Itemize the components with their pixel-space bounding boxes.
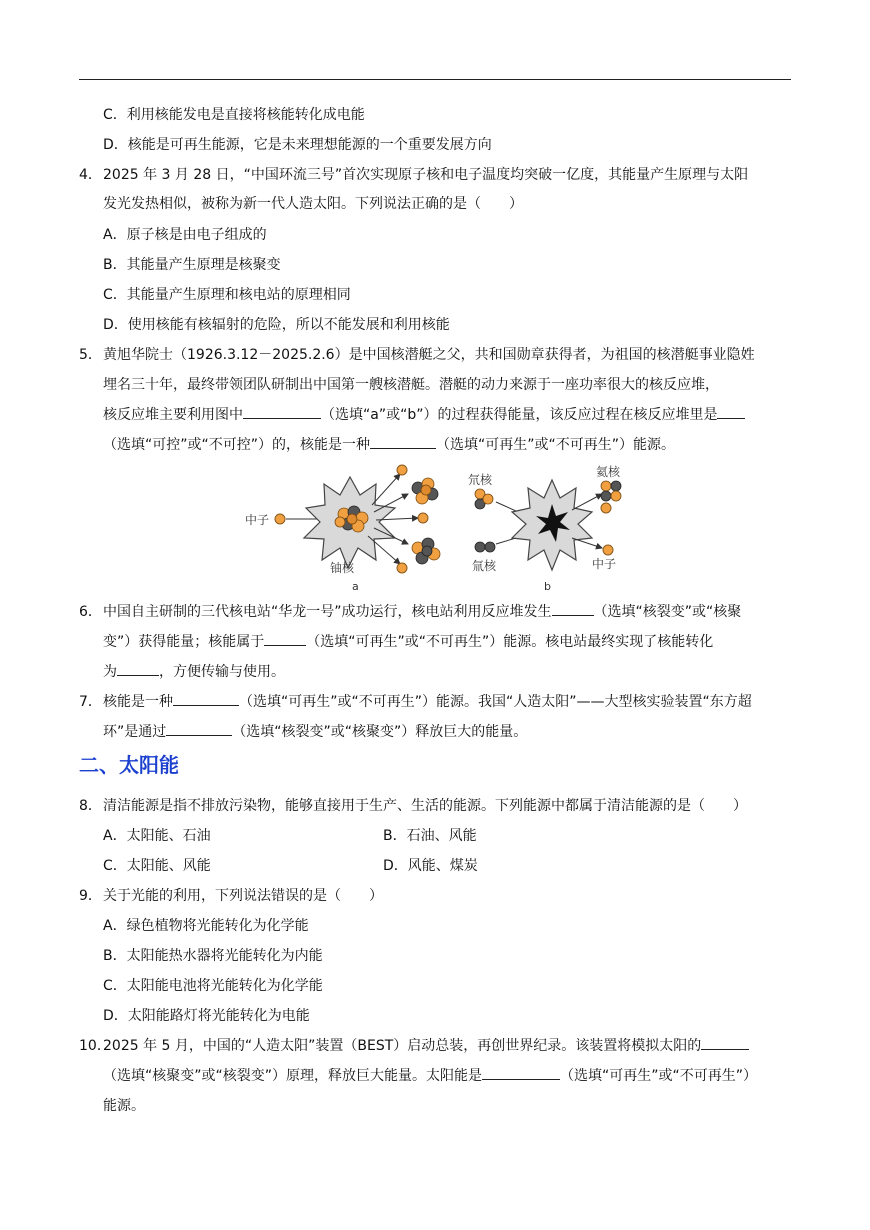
q9-number: 9． [79, 888, 102, 904]
q4-option-b: B．其能量产生原理是核聚变 [103, 257, 281, 273]
q6-line2 [103, 627, 713, 657]
q9-option-a: A．绿色植物将光能转化为化学能 [103, 918, 309, 934]
q3-option-c: C．利用核能发电是直接将核能转化成电能 [103, 107, 365, 123]
section-heading-solar: 二、太阳能 [79, 753, 179, 777]
q10-line2 [103, 1061, 757, 1091]
helium-label: 氦核 [596, 465, 621, 479]
q6-line2-text-a: 变”）获得能量；核能属于 [103, 634, 265, 650]
q9-option-b: B．太阳能热水器将光能转化为内能 [103, 948, 323, 964]
q4-number: 4． [79, 167, 102, 183]
q7-line1 [103, 687, 752, 717]
fusion-diagram-b [468, 464, 621, 593]
q4-option-a: A．原子核是由电子组成的 [103, 227, 267, 243]
q8-number: 8． [79, 798, 102, 814]
header-rule [79, 79, 791, 80]
q8-option-a: A．太阳能、石油 [103, 828, 211, 844]
q10-blank-2[interactable] [482, 1061, 560, 1080]
deuterium-label: 氘核 [468, 473, 493, 487]
q6-line3-text-b: ，方便传输与使用。 [159, 664, 285, 680]
neutron-label-a: 中子 [245, 513, 270, 527]
q7-blank-2[interactable] [166, 717, 232, 736]
q7-line1-text-b: （选填“可再生”或“不可再生”）能源。我国“人造太阳”——大型核实验装置“东方超 [239, 694, 752, 710]
q5-line1: 黄旭华院士（1926.3.12－2025.2.6）是中国核潜艇之父，共和国勋章获得者，为祖国的核潜艇事业隐姓 [103, 347, 755, 363]
figure-label-a: a [352, 580, 359, 593]
q10-line3: 能源。 [103, 1098, 145, 1114]
q4-stem-line1: 2025 年 3 月 28 日，“中国环流三号”首次实现原子核和电子温度均突破一亿度，其能量产生原理与太阳 [103, 167, 749, 183]
q6-line3-text-a: 为 [103, 664, 117, 680]
q8-option-b: B．石油、风能 [383, 828, 477, 844]
q8-stem: 清洁能源是指不排放污染物，能够直接用于生产、生活的能源。下列能源中都属于清洁能源的是（ ） [103, 798, 747, 814]
q6-number: 6． [79, 604, 102, 620]
q9-stem: 关于光能的利用，下列说法错误的是（ ） [103, 888, 383, 904]
q6-blank-1[interactable] [552, 597, 594, 616]
q7-line2-text-a: 环”是通过 [103, 724, 167, 740]
q10-line1-text-a: 2025 年 5 月，中国的“人造太阳”装置（BEST）启动总装，再创世界纪录。该装置将模拟太阳的 [103, 1038, 702, 1054]
tritium-label: 氚核 [472, 559, 497, 573]
q6-line3 [103, 657, 285, 687]
q9-option-d: D．太阳能路灯将光能转化为电能 [103, 1008, 310, 1024]
q5-blank-1[interactable] [243, 400, 321, 419]
q5-blank-3[interactable] [370, 430, 436, 449]
nuclear-reaction-figure [240, 462, 640, 594]
q5-line2: 埋名三十年，最终带领团队研制出中国第一艘核潜艇。潜艇的动力来源于一座功率很大的核反应堆， [103, 377, 719, 393]
q7-line2 [103, 717, 527, 747]
q10-line2-text-a: （选填“核聚变”或“核裂变”）原理，释放巨大能量。太阳能是 [103, 1068, 483, 1084]
q6-line2-text-b: （选填“可再生”或“不可再生”）能源。核电站最终实现了核能转化 [306, 634, 714, 650]
q7-number: 7． [79, 694, 102, 710]
q5-number: 5． [79, 347, 102, 363]
q5-blank-2[interactable] [717, 400, 745, 419]
q10-number: 10． [79, 1038, 111, 1054]
figure-label-b: b [544, 580, 551, 593]
q10-blank-1[interactable] [701, 1031, 749, 1050]
q5-line4-text-a: （选填“可控”或“不可控”）的，核能是一种 [103, 437, 371, 453]
q7-blank-1[interactable] [173, 687, 239, 706]
q4-stem-line2: 发光发热相似，被称为新一代人造太阳。下列说法正确的是（ ） [103, 196, 523, 212]
q4-option-d: D．使用核能有核辐射的危险，所以不能发展和利用核能 [103, 317, 450, 333]
q6-blank-2[interactable] [264, 627, 306, 646]
neutron-label-b: 中子 [592, 557, 617, 571]
q6-blank-3[interactable] [117, 657, 159, 676]
q6-line1-text-b: （选填“核裂变”或“核聚 [593, 604, 742, 620]
q7-line1-text-a: 核能是一种 [103, 694, 173, 710]
q5-line3 [103, 400, 745, 430]
q6-line1 [103, 597, 741, 627]
q8-option-d: D．风能、煤炭 [383, 858, 478, 874]
q10-line2-text-b: （选填“可再生”或“不可再生”） [560, 1068, 758, 1084]
uranium-label: 铀核 [330, 561, 355, 575]
q9-option-c: C．太阳能电池将光能转化为化学能 [103, 978, 323, 994]
q5-line4 [103, 430, 675, 460]
q5-line3-text-a: 核反应堆主要利用图中 [103, 407, 243, 423]
fission-fragment-icon [412, 478, 438, 504]
q8-option-c: C．太阳能、风能 [103, 858, 211, 874]
q5-line4-text-b: （选填“可再生”或“不可再生”）能源。 [436, 437, 676, 453]
q10-line1 [103, 1031, 749, 1061]
q7-line2-text-b: （选填“核裂变”或“核聚变”）释放巨大的能量。 [232, 724, 528, 740]
q3-option-d: D．核能是可再生能源，它是未来理想能源的一个重要发展方向 [103, 137, 492, 153]
q6-line1-text-a: 中国自主研制的三代核电站“华龙一号”成功运行，核电站利用反应堆发生 [103, 604, 552, 620]
q4-option-c: C．其能量产生原理和核电站的原理相同 [103, 287, 351, 303]
neutron-particle-icon [275, 514, 285, 524]
q5-line3-text-b: （选填“a”或“b”）的过程获得能量，该反应过程在核反应堆里是 [321, 407, 718, 423]
fission-diagram-a [245, 465, 440, 593]
helium-nucleus-icon [601, 481, 621, 501]
fission-fragment-icon [412, 538, 440, 564]
